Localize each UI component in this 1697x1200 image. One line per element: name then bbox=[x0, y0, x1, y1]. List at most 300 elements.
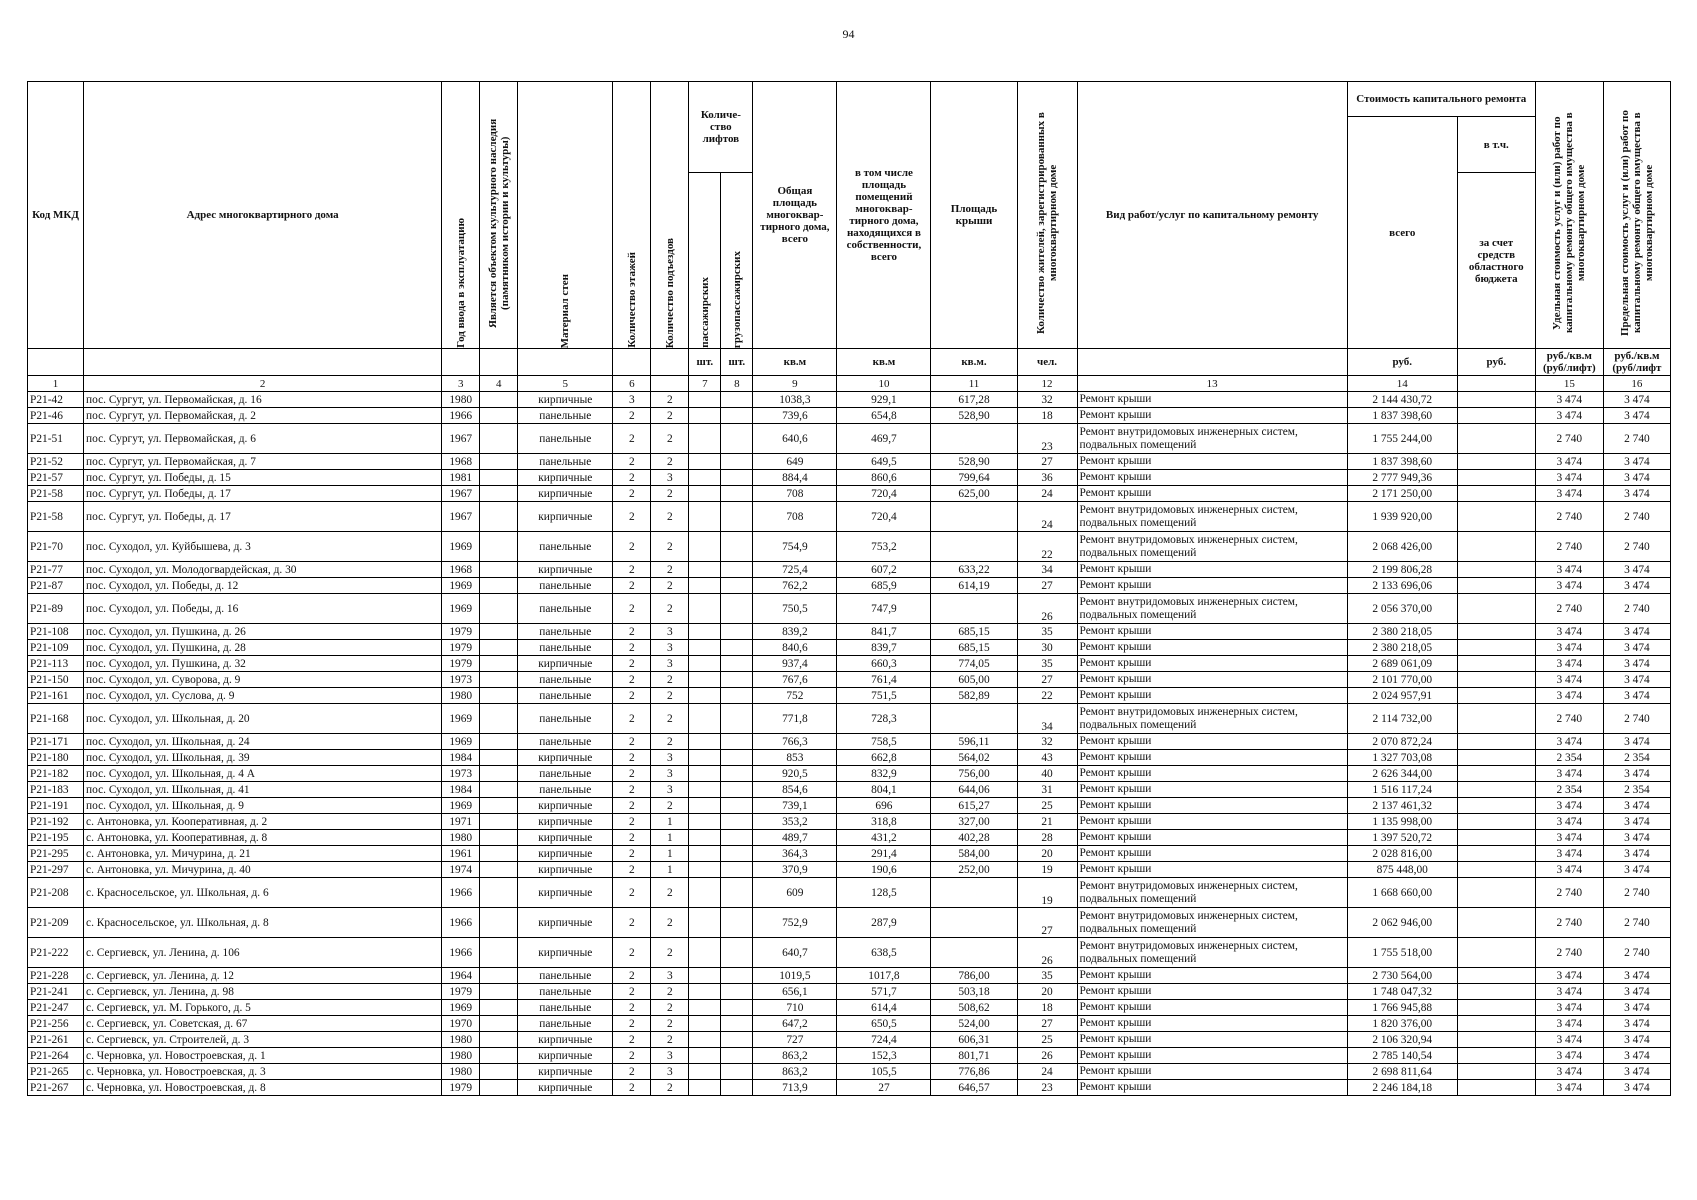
code-cell: Р21-57 bbox=[28, 470, 84, 486]
work-type-cell: Ремонт крыши bbox=[1077, 1080, 1347, 1096]
roof-area-cell: 774,05 bbox=[931, 656, 1017, 672]
total-area-cell: 739,1 bbox=[753, 798, 837, 814]
unit-cost-cell: 3 474 bbox=[1535, 454, 1603, 470]
roof-area-cell: 615,27 bbox=[931, 798, 1017, 814]
cost-regional-cell bbox=[1457, 624, 1535, 640]
owned-area-cell: 318,8 bbox=[837, 814, 931, 830]
unit-cost-cell: 3 474 bbox=[1535, 486, 1603, 502]
code-cell: Р21-161 bbox=[28, 688, 84, 704]
year-cell: 1961 bbox=[442, 846, 480, 862]
max-cost-cell: 2 740 bbox=[1603, 424, 1670, 454]
walls-cell: кирпичные bbox=[518, 846, 613, 862]
lifts-passenger-cell bbox=[689, 640, 721, 656]
unit-cell: руб. bbox=[1457, 349, 1535, 376]
owned-area-cell: 152,3 bbox=[837, 1048, 931, 1064]
year-cell: 1974 bbox=[442, 862, 480, 878]
year-cell: 1980 bbox=[442, 392, 480, 408]
lifts-cargo-cell bbox=[721, 486, 753, 502]
walls-cell: панельные bbox=[518, 454, 613, 470]
roof-area-cell: 776,86 bbox=[931, 1064, 1017, 1080]
cost-total-cell: 2 171 250,00 bbox=[1347, 486, 1457, 502]
residents-cell: 26 bbox=[1017, 594, 1077, 624]
work-type-cell: Ремонт внутридомовых инженерных систем, подвальных помещений bbox=[1077, 704, 1347, 734]
address-cell: пос. Суходол, ул. Суслова, д. 9 bbox=[84, 688, 442, 704]
lifts-cargo-cell bbox=[721, 470, 753, 486]
lifts-passenger-cell bbox=[689, 624, 721, 640]
walls-cell: панельные bbox=[518, 782, 613, 798]
walls-cell: кирпичные bbox=[518, 798, 613, 814]
lifts-passenger-cell bbox=[689, 968, 721, 984]
unit-cell: руб./кв.м (руб/лифт) bbox=[1535, 349, 1603, 376]
entrances-cell: 1 bbox=[651, 830, 689, 846]
owned-area-cell: 841,7 bbox=[837, 624, 931, 640]
table-row bbox=[28, 578, 1671, 594]
walls-cell: панельные bbox=[518, 688, 613, 704]
year-cell: 1971 bbox=[442, 814, 480, 830]
roof-area-cell: 327,00 bbox=[931, 814, 1017, 830]
entrances-cell: 2 bbox=[651, 532, 689, 562]
table-row bbox=[28, 968, 1671, 984]
work-type-cell: Ремонт крыши bbox=[1077, 968, 1347, 984]
floors-cell: 2 bbox=[613, 782, 651, 798]
residents-cell: 23 bbox=[1017, 424, 1077, 454]
walls-cell: кирпичные bbox=[518, 862, 613, 878]
total-area-cell: 713,9 bbox=[753, 1080, 837, 1096]
heritage-cell bbox=[480, 1016, 518, 1032]
table-row bbox=[28, 672, 1671, 688]
header-max-cost: Предельная стоимость услуг и (или) работ по капитальному ремонту общего имущества в многоквартирном доме bbox=[1603, 82, 1670, 349]
roof-area-cell bbox=[931, 908, 1017, 938]
cost-total-cell: 2 068 426,00 bbox=[1347, 532, 1457, 562]
entrances-cell: 3 bbox=[651, 750, 689, 766]
walls-cell: кирпичные bbox=[518, 1080, 613, 1096]
lifts-cargo-cell bbox=[721, 502, 753, 532]
year-cell: 1969 bbox=[442, 532, 480, 562]
unit-cost-cell: 2 740 bbox=[1535, 908, 1603, 938]
unit-cost-cell: 3 474 bbox=[1535, 968, 1603, 984]
unit-cost-cell: 3 474 bbox=[1535, 1016, 1603, 1032]
cost-regional-cell bbox=[1457, 830, 1535, 846]
roof-area-cell: 756,00 bbox=[931, 766, 1017, 782]
cost-total-cell: 2 062 946,00 bbox=[1347, 908, 1457, 938]
heritage-cell bbox=[480, 1032, 518, 1048]
roof-area-cell: 503,18 bbox=[931, 984, 1017, 1000]
roof-area-cell: 582,89 bbox=[931, 688, 1017, 704]
lifts-cargo-cell bbox=[721, 984, 753, 1000]
lifts-cargo-cell bbox=[721, 782, 753, 798]
unit-cell: кв.м bbox=[837, 349, 931, 376]
floors-cell: 2 bbox=[613, 688, 651, 704]
lifts-passenger-cell bbox=[689, 830, 721, 846]
column-number: 5 bbox=[518, 376, 613, 392]
code-cell: Р21-256 bbox=[28, 1016, 84, 1032]
total-area-cell: 370,9 bbox=[753, 862, 837, 878]
owned-area-cell: 105,5 bbox=[837, 1064, 931, 1080]
address-cell: пос. Суходол, ул. Школьная, д. 39 bbox=[84, 750, 442, 766]
cost-regional-cell bbox=[1457, 656, 1535, 672]
lifts-passenger-cell bbox=[689, 502, 721, 532]
code-cell: Р21-247 bbox=[28, 1000, 84, 1016]
table-row bbox=[28, 734, 1671, 750]
cost-regional-cell bbox=[1457, 532, 1535, 562]
roof-area-cell: 614,19 bbox=[931, 578, 1017, 594]
unit-cost-cell: 3 474 bbox=[1535, 1064, 1603, 1080]
column-number: 10 bbox=[837, 376, 931, 392]
owned-area-cell: 758,5 bbox=[837, 734, 931, 750]
code-cell: Р21-58 bbox=[28, 502, 84, 532]
residents-cell: 27 bbox=[1017, 578, 1077, 594]
walls-cell: кирпичные bbox=[518, 502, 613, 532]
lifts-passenger-cell bbox=[689, 878, 721, 908]
code-cell: Р21-265 bbox=[28, 1064, 84, 1080]
walls-cell: панельные bbox=[518, 734, 613, 750]
cost-total-cell: 2 028 816,00 bbox=[1347, 846, 1457, 862]
header-entrances: Количество подъездов bbox=[651, 82, 689, 349]
unit-cost-cell: 3 474 bbox=[1535, 830, 1603, 846]
entrances-cell: 2 bbox=[651, 1016, 689, 1032]
code-cell: Р21-89 bbox=[28, 594, 84, 624]
roof-area-cell: 564,02 bbox=[931, 750, 1017, 766]
roof-area-cell: 633,22 bbox=[931, 562, 1017, 578]
walls-cell: кирпичные bbox=[518, 656, 613, 672]
year-cell: 1969 bbox=[442, 734, 480, 750]
max-cost-cell: 3 474 bbox=[1603, 486, 1670, 502]
floors-cell: 2 bbox=[613, 640, 651, 656]
column-number: 12 bbox=[1017, 376, 1077, 392]
residents-cell: 24 bbox=[1017, 1064, 1077, 1080]
cost-total-cell: 2 070 872,24 bbox=[1347, 734, 1457, 750]
roof-area-cell bbox=[931, 878, 1017, 908]
total-area-cell: 767,6 bbox=[753, 672, 837, 688]
roof-area-cell: 685,15 bbox=[931, 640, 1017, 656]
work-type-cell: Ремонт крыши bbox=[1077, 454, 1347, 470]
code-cell: Р21-113 bbox=[28, 656, 84, 672]
walls-cell: кирпичные bbox=[518, 1048, 613, 1064]
cost-total-cell: 1 837 398,60 bbox=[1347, 454, 1457, 470]
address-cell: с. Сергиевск, ул. М. Горького, д. 5 bbox=[84, 1000, 442, 1016]
code-cell: Р21-297 bbox=[28, 862, 84, 878]
cost-regional-cell bbox=[1457, 640, 1535, 656]
table-row bbox=[28, 656, 1671, 672]
code-cell: Р21-261 bbox=[28, 1032, 84, 1048]
code-cell: Р21-183 bbox=[28, 782, 84, 798]
roof-area-cell: 605,00 bbox=[931, 672, 1017, 688]
work-type-cell: Ремонт крыши bbox=[1077, 656, 1347, 672]
units-row bbox=[28, 349, 1671, 376]
total-area-cell: 937,4 bbox=[753, 656, 837, 672]
entrances-cell: 2 bbox=[651, 594, 689, 624]
roof-area-cell: 584,00 bbox=[931, 846, 1017, 862]
heritage-cell bbox=[480, 486, 518, 502]
walls-cell: кирпичные bbox=[518, 392, 613, 408]
max-cost-cell: 2 740 bbox=[1603, 594, 1670, 624]
owned-area-cell: 839,7 bbox=[837, 640, 931, 656]
lifts-cargo-cell bbox=[721, 1048, 753, 1064]
total-area-cell: 649 bbox=[753, 454, 837, 470]
entrances-cell: 3 bbox=[651, 766, 689, 782]
work-type-cell: Ремонт крыши bbox=[1077, 624, 1347, 640]
column-number: 14 bbox=[1347, 376, 1457, 392]
address-cell: пос. Суходол, ул. Победы, д. 16 bbox=[84, 594, 442, 624]
work-type-cell: Ремонт внутридомовых инженерных систем, подвальных помещений bbox=[1077, 594, 1347, 624]
address-cell: пос. Суходол, ул. Пушкина, д. 26 bbox=[84, 624, 442, 640]
residents-cell: 21 bbox=[1017, 814, 1077, 830]
residents-cell: 25 bbox=[1017, 798, 1077, 814]
floors-cell: 2 bbox=[613, 1016, 651, 1032]
table-row bbox=[28, 594, 1671, 624]
roof-area-cell: 528,90 bbox=[931, 454, 1017, 470]
code-cell: Р21-195 bbox=[28, 830, 84, 846]
cost-regional-cell bbox=[1457, 782, 1535, 798]
entrances-cell: 2 bbox=[651, 734, 689, 750]
floors-cell: 2 bbox=[613, 846, 651, 862]
owned-area-cell: 929,1 bbox=[837, 392, 931, 408]
heritage-cell bbox=[480, 908, 518, 938]
cost-regional-cell bbox=[1457, 688, 1535, 704]
column-number: 11 bbox=[931, 376, 1017, 392]
roof-area-cell: 646,57 bbox=[931, 1080, 1017, 1096]
cost-total-cell: 2 144 430,72 bbox=[1347, 392, 1457, 408]
cost-total-cell: 1 668 660,00 bbox=[1347, 878, 1457, 908]
lifts-cargo-cell bbox=[721, 734, 753, 750]
residents-cell: 24 bbox=[1017, 486, 1077, 502]
floors-cell: 2 bbox=[613, 672, 651, 688]
walls-cell: кирпичные bbox=[518, 1032, 613, 1048]
unit-cell: шт. bbox=[689, 349, 721, 376]
total-area-cell: 766,3 bbox=[753, 734, 837, 750]
code-cell: Р21-58 bbox=[28, 486, 84, 502]
max-cost-cell: 3 474 bbox=[1603, 640, 1670, 656]
floors-cell: 2 bbox=[613, 578, 651, 594]
entrances-cell: 1 bbox=[651, 814, 689, 830]
work-type-cell: Ремонт крыши bbox=[1077, 798, 1347, 814]
max-cost-cell: 3 474 bbox=[1603, 470, 1670, 486]
max-cost-cell: 3 474 bbox=[1603, 454, 1670, 470]
lifts-cargo-cell bbox=[721, 704, 753, 734]
total-area-cell: 656,1 bbox=[753, 984, 837, 1000]
max-cost-cell: 3 474 bbox=[1603, 1064, 1670, 1080]
column-number: 2 bbox=[84, 376, 442, 392]
work-type-cell: Ремонт крыши bbox=[1077, 984, 1347, 1000]
code-cell: Р21-241 bbox=[28, 984, 84, 1000]
column-number: 8 bbox=[721, 376, 753, 392]
code-cell: Р21-222 bbox=[28, 938, 84, 968]
heritage-cell bbox=[480, 704, 518, 734]
cost-regional-cell bbox=[1457, 470, 1535, 486]
lifts-cargo-cell bbox=[721, 672, 753, 688]
lifts-passenger-cell bbox=[689, 1064, 721, 1080]
lifts-passenger-cell bbox=[689, 408, 721, 424]
walls-cell: панельные bbox=[518, 704, 613, 734]
residents-cell: 31 bbox=[1017, 782, 1077, 798]
header-year: Год ввода в эксплуатацию bbox=[442, 82, 480, 349]
roof-area-cell: 786,00 bbox=[931, 968, 1017, 984]
unit-cost-cell: 3 474 bbox=[1535, 392, 1603, 408]
residents-cell: 32 bbox=[1017, 392, 1077, 408]
heritage-cell bbox=[480, 502, 518, 532]
entrances-cell: 3 bbox=[651, 782, 689, 798]
floors-cell: 2 bbox=[613, 798, 651, 814]
work-type-cell: Ремонт крыши bbox=[1077, 1032, 1347, 1048]
column-number: 7 bbox=[689, 376, 721, 392]
address-cell: пос. Сургут, ул. Первомайская, д. 7 bbox=[84, 454, 442, 470]
floors-cell: 2 bbox=[613, 502, 651, 532]
entrances-cell: 3 bbox=[651, 656, 689, 672]
heritage-cell bbox=[480, 1080, 518, 1096]
work-type-cell: Ремонт внутридомовых инженерных систем, подвальных помещений bbox=[1077, 908, 1347, 938]
address-cell: пос. Сургут, ул. Победы, д. 15 bbox=[84, 470, 442, 486]
cost-total-cell: 2 133 696,06 bbox=[1347, 578, 1457, 594]
cost-regional-cell bbox=[1457, 878, 1535, 908]
entrances-cell: 2 bbox=[651, 798, 689, 814]
roof-area-cell: 617,28 bbox=[931, 392, 1017, 408]
cost-total-cell: 2 056 370,00 bbox=[1347, 594, 1457, 624]
lifts-passenger-cell bbox=[689, 1032, 721, 1048]
heritage-cell bbox=[480, 968, 518, 984]
table-row bbox=[28, 1080, 1671, 1096]
column-number: 9 bbox=[753, 376, 837, 392]
lifts-cargo-cell bbox=[721, 392, 753, 408]
code-cell: Р21-46 bbox=[28, 408, 84, 424]
owned-area-cell: 804,1 bbox=[837, 782, 931, 798]
walls-cell: кирпичные bbox=[518, 750, 613, 766]
address-cell: пос. Сургут, ул. Первомайская, д. 2 bbox=[84, 408, 442, 424]
table-row bbox=[28, 454, 1671, 470]
table-row bbox=[28, 782, 1671, 798]
code-cell: Р21-150 bbox=[28, 672, 84, 688]
work-type-cell: Ремонт крыши bbox=[1077, 392, 1347, 408]
lifts-passenger-cell bbox=[689, 1016, 721, 1032]
cost-regional-cell bbox=[1457, 424, 1535, 454]
code-cell: Р21-267 bbox=[28, 1080, 84, 1096]
cost-regional-cell bbox=[1457, 1080, 1535, 1096]
walls-cell: кирпичные bbox=[518, 938, 613, 968]
cost-regional-cell bbox=[1457, 454, 1535, 470]
entrances-cell: 2 bbox=[651, 672, 689, 688]
max-cost-cell: 2 740 bbox=[1603, 532, 1670, 562]
roof-area-cell bbox=[931, 502, 1017, 532]
entrances-cell: 2 bbox=[651, 688, 689, 704]
heritage-cell bbox=[480, 688, 518, 704]
walls-cell: кирпичные bbox=[518, 878, 613, 908]
year-cell: 1984 bbox=[442, 750, 480, 766]
cost-regional-cell bbox=[1457, 486, 1535, 502]
lifts-cargo-cell bbox=[721, 424, 753, 454]
residents-cell: 22 bbox=[1017, 688, 1077, 704]
walls-cell: панельные bbox=[518, 1000, 613, 1016]
residents-cell: 19 bbox=[1017, 878, 1077, 908]
entrances-cell: 2 bbox=[651, 908, 689, 938]
column-number: 13 bbox=[1077, 376, 1347, 392]
cost-regional-cell bbox=[1457, 1032, 1535, 1048]
max-cost-cell: 3 474 bbox=[1603, 984, 1670, 1000]
year-cell: 1979 bbox=[442, 656, 480, 672]
capital-repair-table bbox=[27, 81, 1671, 1096]
lifts-cargo-cell bbox=[721, 1016, 753, 1032]
header-owned-area: в том числе площадь помещений многоквар-тирного дома, находящихся в собственности, всего bbox=[837, 82, 931, 349]
heritage-cell bbox=[480, 424, 518, 454]
entrances-cell: 2 bbox=[651, 562, 689, 578]
max-cost-cell: 3 474 bbox=[1603, 766, 1670, 782]
max-cost-cell: 2 740 bbox=[1603, 938, 1670, 968]
cost-total-cell: 2 380 218,05 bbox=[1347, 624, 1457, 640]
table-row bbox=[28, 502, 1671, 532]
owned-area-cell: 832,9 bbox=[837, 766, 931, 782]
work-type-cell: Ремонт крыши bbox=[1077, 814, 1347, 830]
work-type-cell: Ремонт внутридомовых инженерных систем, подвальных помещений bbox=[1077, 878, 1347, 908]
lifts-cargo-cell bbox=[721, 408, 753, 424]
floors-cell: 2 bbox=[613, 1080, 651, 1096]
address-cell: с. Сергиевск, ул. Ленина, д. 106 bbox=[84, 938, 442, 968]
lifts-cargo-cell bbox=[721, 862, 753, 878]
address-cell: с. Черновка, ул. Новостроевская, д. 1 bbox=[84, 1048, 442, 1064]
header-work-type: Вид работ/услуг по капитальному ремонту bbox=[1077, 82, 1347, 349]
lifts-passenger-cell bbox=[689, 1048, 721, 1064]
code-cell: Р21-295 bbox=[28, 846, 84, 862]
unit-cost-cell: 2 740 bbox=[1535, 502, 1603, 532]
cost-total-cell: 2 199 806,28 bbox=[1347, 562, 1457, 578]
entrances-cell: 2 bbox=[651, 392, 689, 408]
cost-total-cell: 2 698 811,64 bbox=[1347, 1064, 1457, 1080]
roof-area-cell: 402,28 bbox=[931, 830, 1017, 846]
heritage-cell bbox=[480, 1064, 518, 1080]
walls-cell: панельные bbox=[518, 766, 613, 782]
year-cell: 1966 bbox=[442, 408, 480, 424]
roof-area-cell bbox=[931, 704, 1017, 734]
year-cell: 1969 bbox=[442, 1000, 480, 1016]
total-area-cell: 708 bbox=[753, 486, 837, 502]
table-row bbox=[28, 640, 1671, 656]
cost-total-cell: 875 448,00 bbox=[1347, 862, 1457, 878]
cost-total-cell: 1 755 244,00 bbox=[1347, 424, 1457, 454]
table-row bbox=[28, 1016, 1671, 1032]
work-type-cell: Ремонт крыши bbox=[1077, 766, 1347, 782]
total-area-cell: 839,2 bbox=[753, 624, 837, 640]
header-floors: Количество этажей bbox=[613, 82, 651, 349]
address-cell: с. Сергиевск, ул. Советская, д. 67 bbox=[84, 1016, 442, 1032]
year-cell: 1969 bbox=[442, 594, 480, 624]
owned-area-cell: 662,8 bbox=[837, 750, 931, 766]
table-row bbox=[28, 830, 1671, 846]
total-area-cell: 863,2 bbox=[753, 1048, 837, 1064]
roof-area-cell: 625,00 bbox=[931, 486, 1017, 502]
cost-total-cell: 1 135 998,00 bbox=[1347, 814, 1457, 830]
lifts-cargo-cell bbox=[721, 814, 753, 830]
entrances-cell: 1 bbox=[651, 846, 689, 862]
cost-total-cell: 1 397 520,72 bbox=[1347, 830, 1457, 846]
heritage-cell bbox=[480, 470, 518, 486]
owned-area-cell: 27 bbox=[837, 1080, 931, 1096]
address-cell: пос. Суходол, ул. Победы, д. 12 bbox=[84, 578, 442, 594]
max-cost-cell: 3 474 bbox=[1603, 688, 1670, 704]
lifts-cargo-cell bbox=[721, 594, 753, 624]
entrances-cell: 3 bbox=[651, 1064, 689, 1080]
work-type-cell: Ремонт крыши bbox=[1077, 1048, 1347, 1064]
owned-area-cell: 685,9 bbox=[837, 578, 931, 594]
unit-cost-cell: 3 474 bbox=[1535, 1000, 1603, 1016]
owned-area-cell: 728,3 bbox=[837, 704, 931, 734]
address-cell: пос. Суходол, ул. Школьная, д. 9 bbox=[84, 798, 442, 814]
max-cost-cell: 3 474 bbox=[1603, 798, 1670, 814]
owned-area-cell: 638,5 bbox=[837, 938, 931, 968]
cost-regional-cell bbox=[1457, 862, 1535, 878]
owned-area-cell: 720,4 bbox=[837, 502, 931, 532]
roof-area-cell: 528,90 bbox=[931, 408, 1017, 424]
owned-area-cell: 431,2 bbox=[837, 830, 931, 846]
max-cost-cell: 3 474 bbox=[1603, 830, 1670, 846]
entrances-cell: 2 bbox=[651, 424, 689, 454]
max-cost-cell: 2 354 bbox=[1603, 750, 1670, 766]
